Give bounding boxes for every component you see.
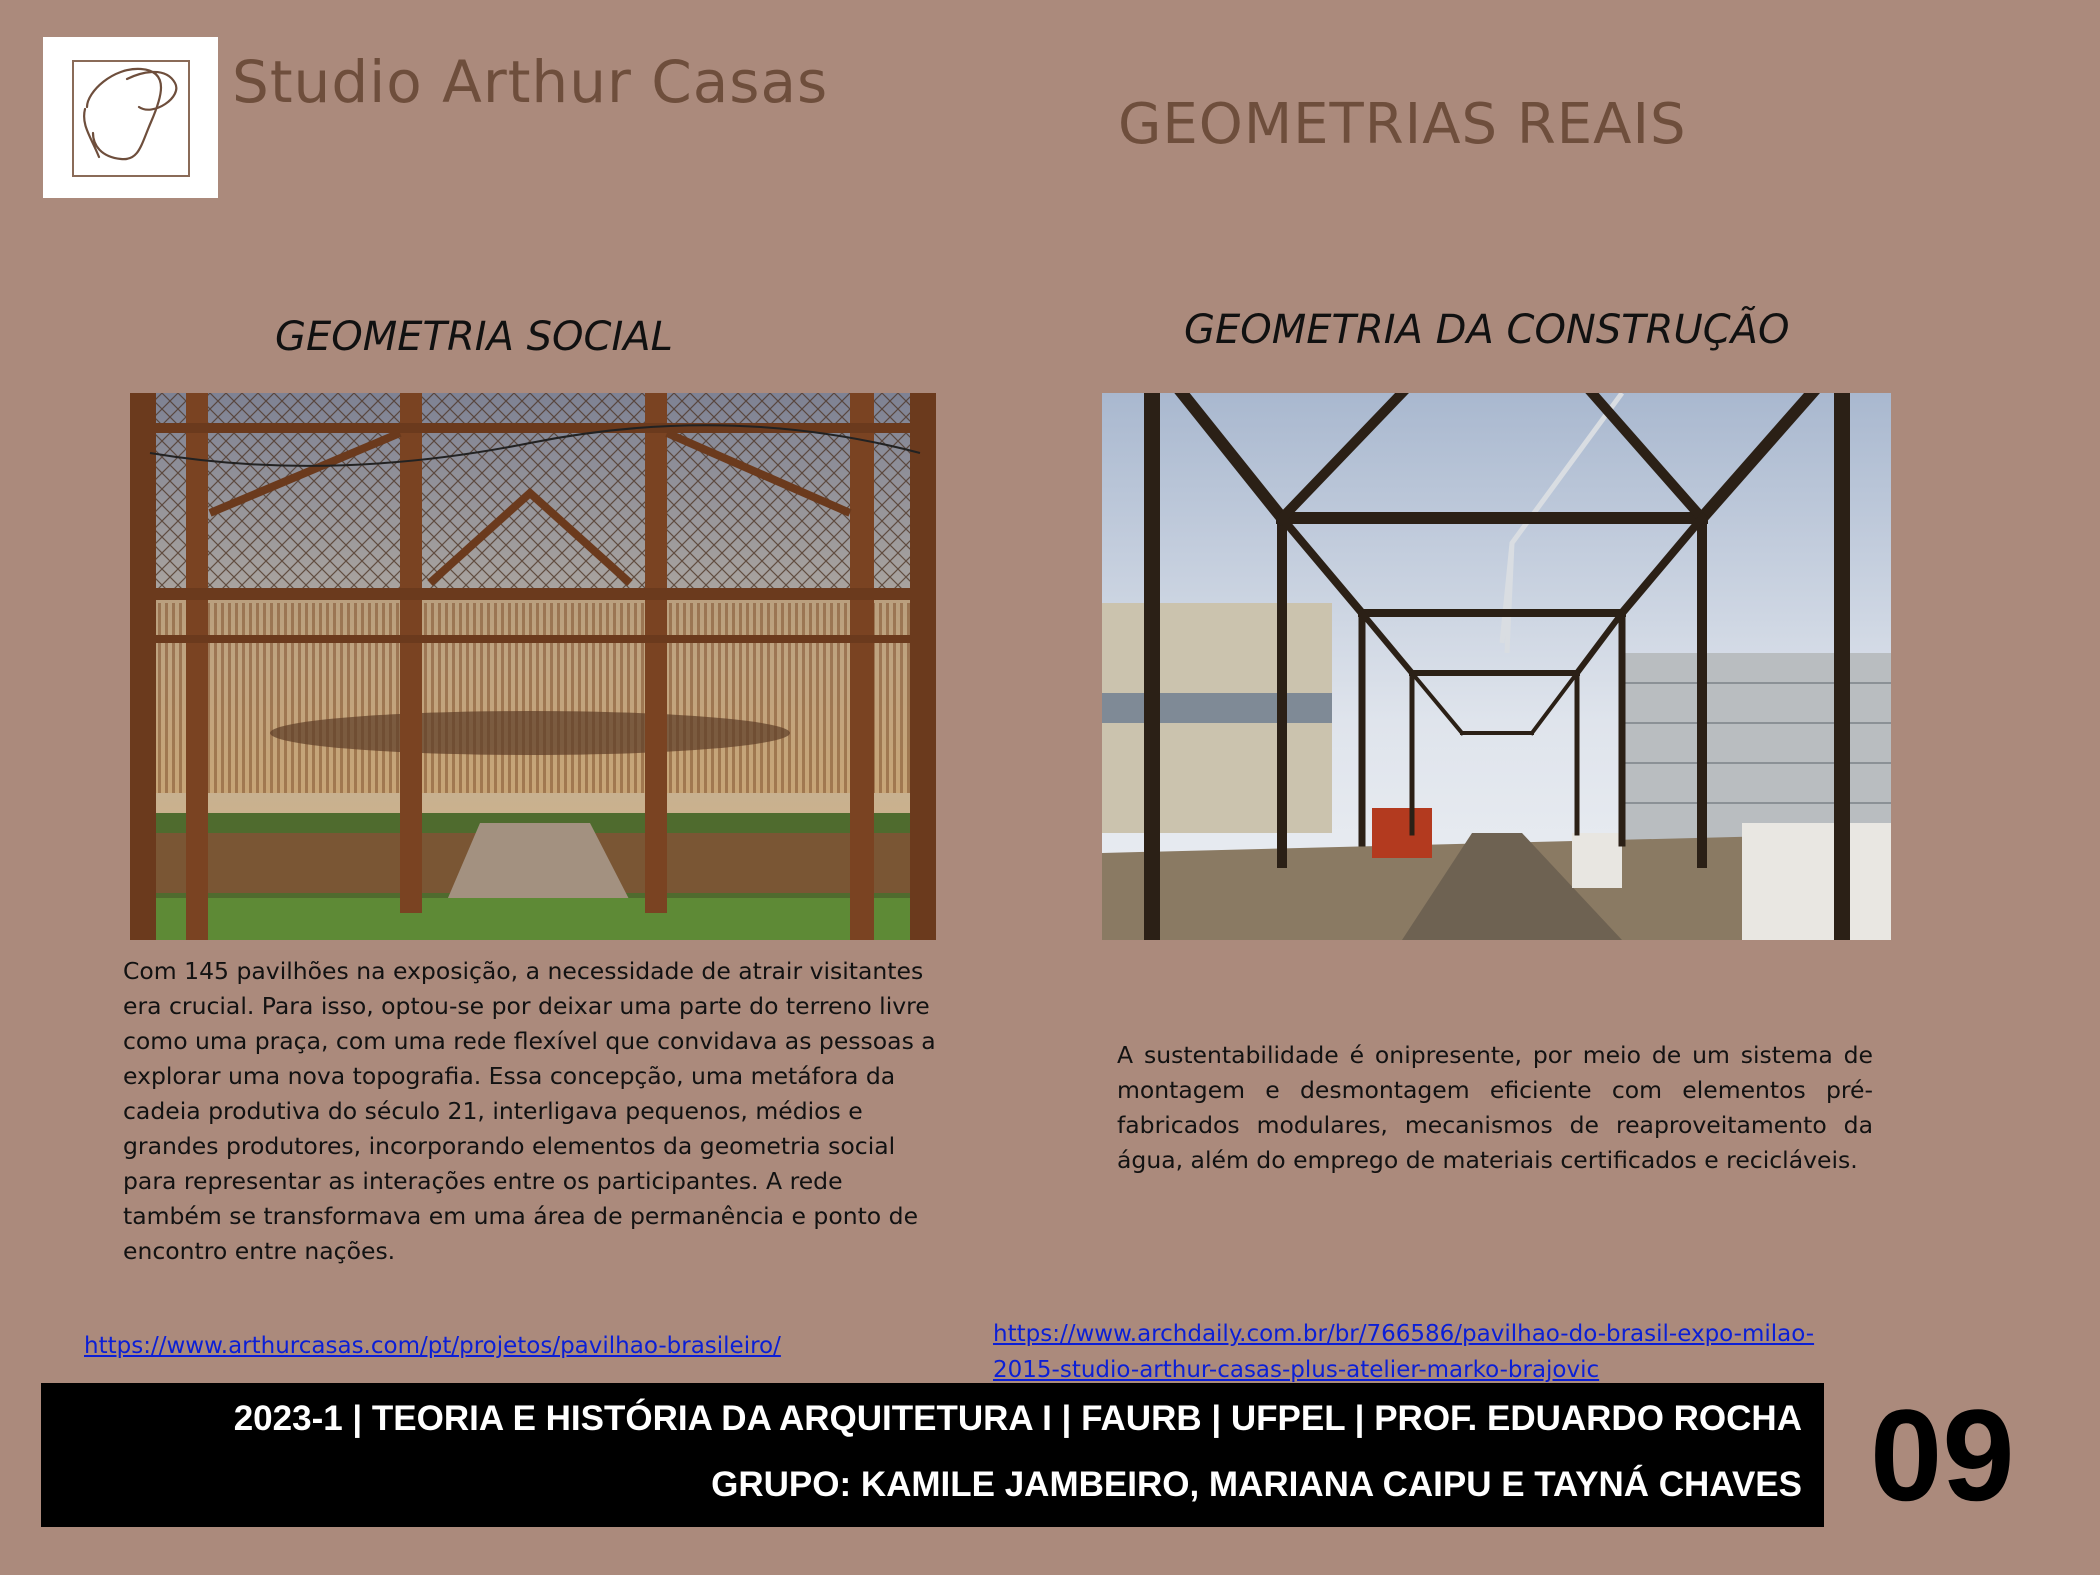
- arthurcasas-link[interactable]: https://www.arthurcasas.com/pt/projetos/pavilhao-brasileiro/: [84, 1333, 781, 1359]
- section-title-social: GEOMETRIA SOCIAL: [275, 314, 673, 360]
- construction-description: A sustentabilidade é onipresente, por meio de um sistema de montagem e desmontagem eficiente com elementos pré-fabricados modulares, mecanismos de reaproveitamento da água, além do emprego de materiais certificados e recicláveis.: [1117, 1041, 1873, 1174]
- page-number: 09: [1870, 1382, 2015, 1528]
- construction-frame-photo: [1102, 393, 1891, 940]
- brand-name: Studio Arthur Casas: [232, 48, 829, 116]
- footer-bar: [41, 1383, 1824, 1527]
- social-description: Com 145 pavilhões na exposição, a necessidade de atrair visitantes era crucial. Para isso, optou-se por deixar uma parte do terreno livre como uma praça, com uma rede flexível que convidava as pessoas a explorar uma nova topografia. Essa concepção, uma metáfora da cadeia produtiva do século 21, interligava pequenos, médios e grandes produtores, incorporando elementos da geometria social para representar as interações entre os participantes. A rede também se transformava em uma área de permanência e ponto de encontro entre nações.: [123, 957, 936, 1265]
- page-title: GEOMETRIAS REAIS: [1118, 92, 1687, 157]
- section-title-construcao: GEOMETRIA DA CONSTRUÇÃO: [1184, 307, 1790, 353]
- logo-icon: [43, 37, 218, 198]
- pavilion-interior-photo: [130, 393, 936, 940]
- footer-course-info: 2023-1 | TEORIA E HISTÓRIA DA ARQUITETURA I | FAURB | UFPEL | PROF. EDUARDO ROCHA: [233, 1399, 1802, 1438]
- footer-group-members: GRUPO: KAMILE JAMBEIRO, MARIANA CAIPU E TAYNÁ CHAVES: [711, 1465, 1802, 1504]
- archdaily-link[interactable]: https://www.archdaily.com.br/br/766586/pavilhao-do-brasil-expo-milao-2015-studio-arthur-casas-plus-atelier-marko-brajovic: [993, 1321, 1815, 1383]
